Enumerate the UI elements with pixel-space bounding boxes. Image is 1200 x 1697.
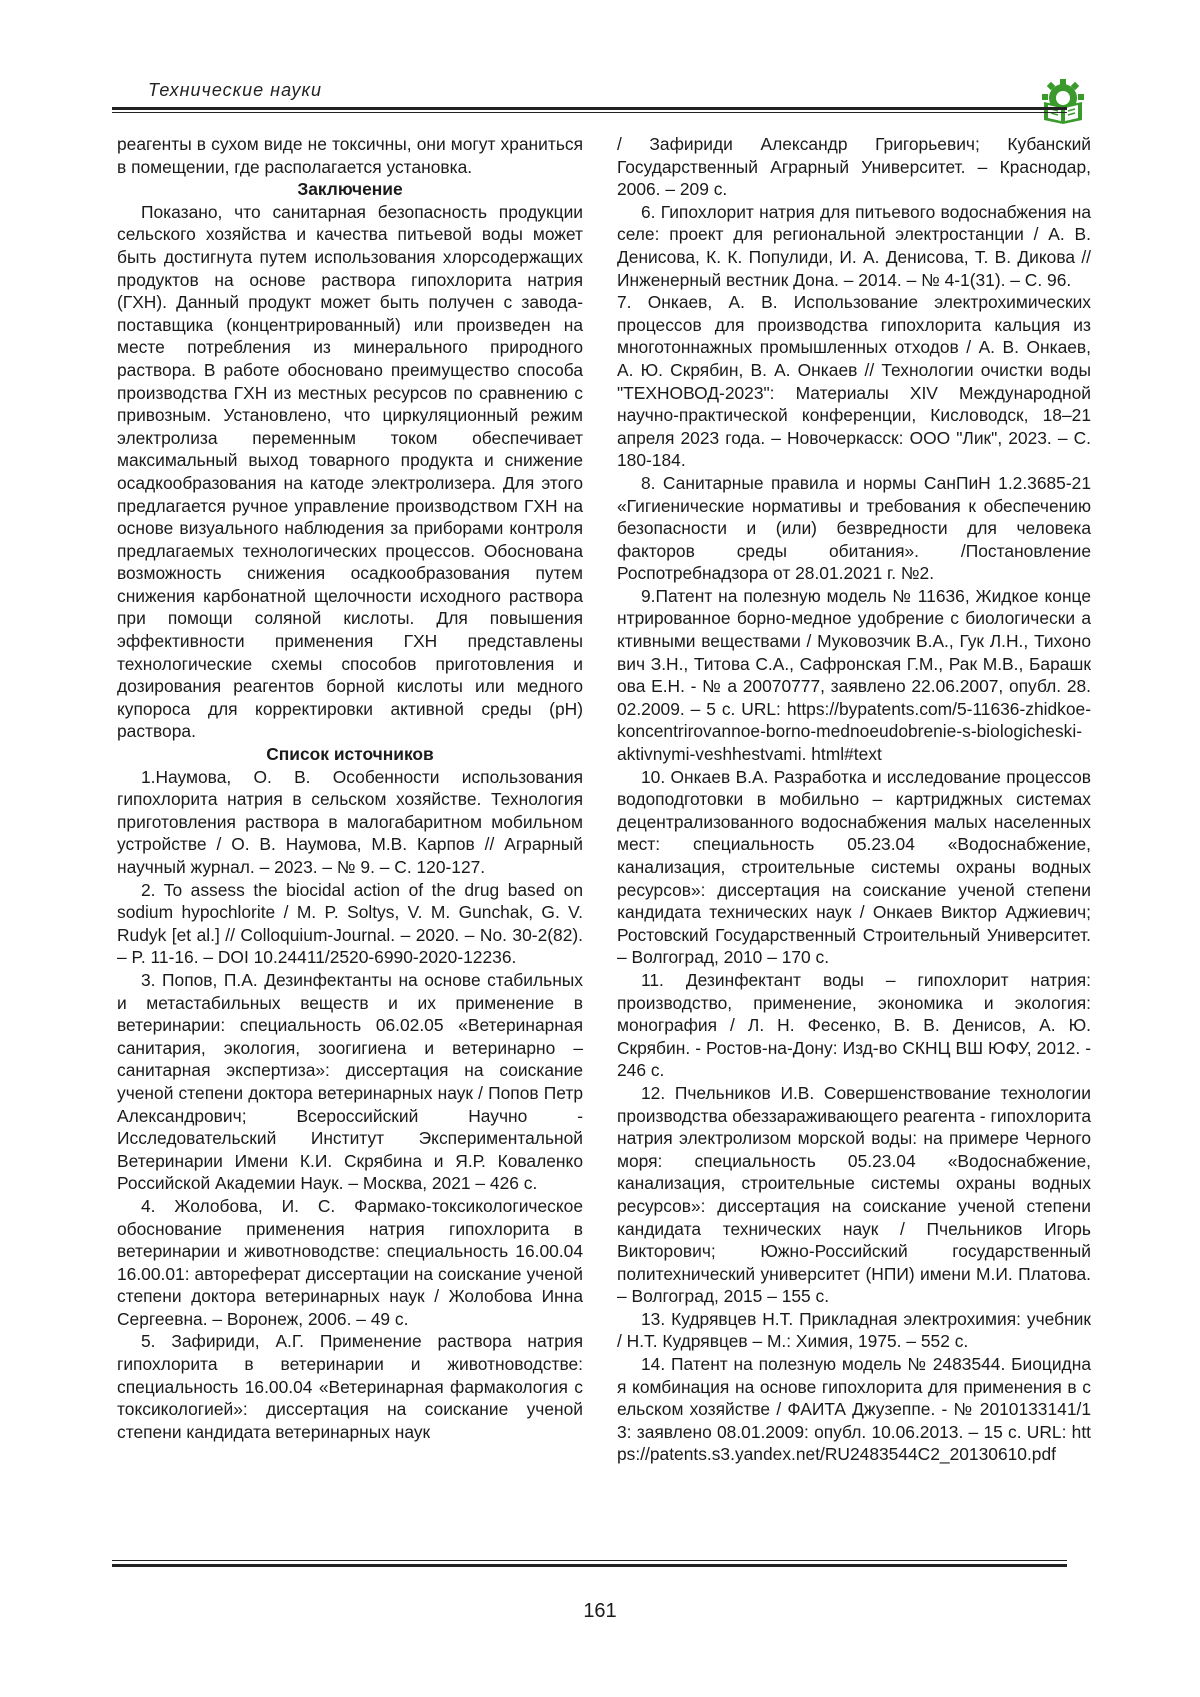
right-column	[617, 133, 1091, 1466]
reference-item: 11. Дезинфектант воды – гипохлорит натрия: производство, применение, экономика и экология: монография / Л. Н. Фесенко, В. В. Денисов, А. Ю. Скрябин. - Ростов-на-Дону: Изд-во СКНЦ ВШ ЮФУ, 2012. - 246 с.	[617, 969, 1091, 1081]
conclusion-heading: Заключение	[297, 179, 403, 200]
header-rule	[112, 107, 1067, 110]
footer-rule	[112, 1564, 1067, 1567]
page-number: 161	[583, 1600, 617, 1622]
reference-item: 9.Патент на полезную модель № 11636, Жидкое концентрированное борно-медное удобрение с биологически активными веществами / Муковозчик В.А., Гук Л.Н., Тихонович З.Н., Титова С.А., Сафронская Г.М., Рак М.В., Барашкова Е.Н. - № а 20070777, заявлено 22.06.2007, опубл. 28.02.2009. – 5 с. URL: https://bypatents.com/5-11636-zhidkoe-koncentrirovannoe-borno-mednoeudobrenie-s-biologicheski-aktivnymi-veshhestvami. html#text	[617, 585, 1091, 765]
conclusion-paragraph: Показано, что санитарная безопасность продукции сельского хозяйства и качества питьевой воды может быть достигнута путем использования хлорсодержащих продуктов на основе раствора гипохлорита натрия (ГХН). Данный продукт может быть получен с завода-поставщика (концентрированный) или произведен на месте потребления из минерального природного раствора. В работе обосновано преимущество способа производства ГХН из местных ресурсов по сравнению с привозным. Установлено, что циркуляционный режим электролиза переменным током обеспечивает максимальный выход товарного продукта и снижение осадкообразования на катоде электролизера. Для этого предлагается ручное управление производством ГХН на основе визуального наблюдения за приборами контроля предлагаемых технологических процессов. Обоснована возможность снижения осадкообразования путем снижения карбонатной щелочности исходного раствора при помощи соляной кислоты. Для повышения эффективности применения ГХН представлены технологические схемы способов приготовления и дозирования реагентов борной кислоты или медного купороса для корректировки активной среды (рН) раствора.	[117, 201, 583, 742]
reference-item: 7. Онкаев, А. В. Использование электрохимических процессов для производства гипохлорита кальция из многотоннажных промышленных отходов / А. В. Онкаев, А. Ю. Скрябин, В. А. Онкаев // Технологии очистки воды "ТЕХНОВОД-2023": Материалы XIV Международной научно-практической конференции, Кисловодск, 18–21 апреля 2023 года. – Новочеркасск: ООО "Лик", 2023. – С. 180-184.	[617, 292, 1091, 471]
reference-item: 13. Кудрявцев Н.Т. Прикладная электрохимия: учебник / Н.Т. Кудрявцев – М.: Химия, 1975. – 552 с.	[617, 1308, 1091, 1352]
footer-rule-thin	[112, 1560, 1067, 1561]
reference-item: 14. Патент на полезную модель № 2483544. Биоцидная комбинация на основе гипохлорита для применения в сельском хозяйстве / ФАИТА Джузеппе. - № 2010133141/13: заявлено 08.01.2009: опубл. 10.06.2013. – 15 с. URL: https://patents.s3.yandex.net/RU2483544C2_20130610.pdf	[617, 1354, 1091, 1465]
reference-item: 12. Пчельников И.В. Совершенствование технологии производства обеззараживающего реагента - гипохлорита натрия электролизом морской воды: на примере Черного моря: специальность 05.23.04 «Водоснабжение, канализация, строительные системы охраны водных ресурсов»: диссертация на соискание ученой степени кандидата технических наук / Пчельников Игорь Викторович; Южно-Российский государственный политехнический университет (НПИ) имени М.И. Платова. – Волгоград, 2015 – 155 с.	[617, 1082, 1091, 1307]
reference-item: 6. Гипохлорит натрия для питьевого водоснабжения на селе: проект для региональной электростанции / А. В. Денисова, К. К. Популиди, И. А. Денисова, Т. В. Дикова // Инженерный вестник Дона. – 2014. – № 4-1(31). – С. 96.	[617, 201, 1091, 290]
reference-item: 3. Попов, П.А. Дезинфектанты на основе стабильных и метастабильных веществ и их применение в ветеринарии: специальность 06.02.05 «Ветеринарная санитария, экология, зоогигиена и ветеринарно – санитарная экспертиза»: диссертация на соискание ученой степени доктора ветеринарных наук / Попов Петр Александрович; Всероссийский Научно - Исследовательский Институт Экспериментальной Ветеринарии Имени К.И. Скрябина и Я.Р. Коваленко Российской Академии Наук. – Москва, 2021 – 426 с.	[117, 969, 583, 1194]
reference-item: 4. Жолобова, И. С. Фармако-токсикологическое обоснование применения натрия гипохлорита в ветеринарии и животноводстве: специальность 16.00.04 16.00.01: автореферат диссертации на соискание ученой степени доктора ветеринарных наук / Жолобова Инна Сергеевна. – Воронеж, 2006. – 49 с.	[117, 1195, 583, 1329]
intro-paragraph: реагенты в сухом виде не токсичны, они могут храниться в помещении, где располагается установка.	[117, 134, 583, 177]
references-heading: Список источников	[266, 744, 434, 765]
reference-item: 1.Наумова, О. В. Особенности использования гипохлорита натрия в сельском хозяйстве. Технология приготовления раствора в малогабаритном мобильном устройстве / О. В. Наумова, М.В. Карпов // Аграрный научный журнал. – 2023. – № 9. – С. 120-127.	[117, 766, 583, 877]
reference-item: 10. Онкаев В.А. Разработка и исследование процессов водоподготовки в мобильно – картриджных системах децентрализованного водоснабжения малых населенных мест: специальность 05.23.04 «Водоснабжение, канализация, строительные системы охраны водных ресурсов»: диссертация на соискание ученой степени кандидата технических наук / Онкаев Виктор Аджиевич; Ростовский Государственный Строительный Университет. – Волгоград, 2010 – 170 с.	[617, 766, 1091, 968]
left-column	[117, 133, 583, 1443]
journal-section-title: Технические науки	[148, 80, 323, 100]
book-gear-logo-icon	[1040, 78, 1086, 124]
reference-item: 8. Санитарные правила и нормы СанПиН 1.2.3685-21 «Гигиенические нормативы и требования к обеспечению безопасности и (или) безвредности для человека факторов среды обитания». /Постановление Роспотребнадзора от 28.01.2021 г. №2.	[617, 472, 1091, 584]
header-rule-thin	[112, 112, 1067, 113]
reference-item-continued: / Зафириди Александр Григорьевич; Кубанский Государственный Аграрный Университет. – Краснодар, 2006. – 209 с.	[617, 134, 1091, 200]
reference-item: 2. To assess the biocidal action of the drug based on sodium hypochlorite / M. P. Soltys, V. M. Gunchak, G. V. Rudyk [et al.] // Colloquium-Journal. – 2020. – No. 30-2(82). – P. 11-16. – DOI 10.24411/2520-6990-2020-12236.	[117, 879, 583, 968]
reference-item: 5. Зафириди, А.Г. Применение раствора натрия гипохлорита в ветеринарии и животноводстве: специальность 16.00.04 «Ветеринарная фармакология с токсикологией»: диссертация на соискание ученой степени кандидата ветеринарных наук	[117, 1331, 583, 1442]
